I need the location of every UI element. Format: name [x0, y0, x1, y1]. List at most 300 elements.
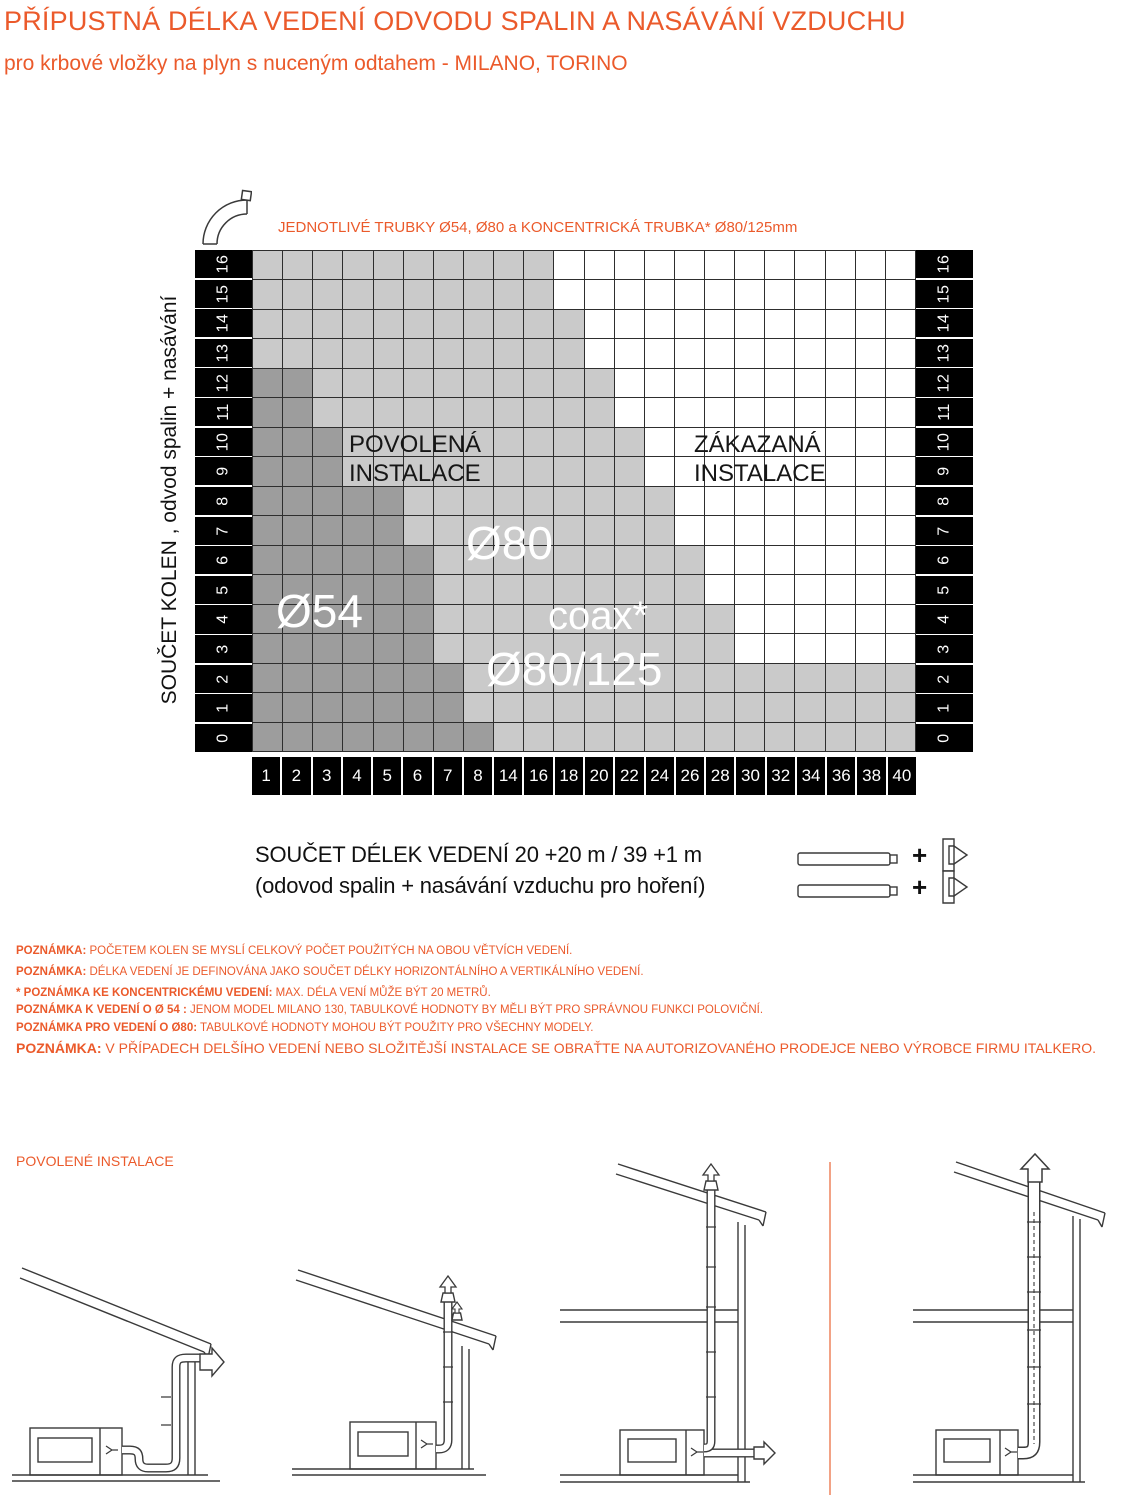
x-axis-label-18: 18: [555, 757, 583, 795]
grid-cell-x16-y1: [524, 693, 554, 722]
grid-cell-x30-y16: [735, 251, 765, 280]
grid-cell-x22-y16: [615, 251, 645, 280]
grid-cell-x18-y6: [554, 546, 584, 575]
grid-cell-x24-y9: [645, 457, 675, 486]
grid-cell-x18-y8: [554, 487, 584, 516]
grid-cell-x14-y13: [494, 339, 524, 368]
grid-cell-x4-y0: [343, 723, 373, 752]
grid-cell-x7-y7: [434, 516, 464, 545]
grid-cell-x14-y0: [494, 723, 524, 752]
grid-cell-x5-y5: [374, 575, 404, 604]
y-axis-label-10: 10: [916, 428, 973, 456]
grid-cell-x34-y5: [795, 575, 825, 604]
grid-cell-x1-y7: [253, 516, 283, 545]
grid-cell-x40-y9: [886, 457, 916, 486]
grid-cell-x20-y11: [585, 398, 615, 427]
grid-cell-x16-y12: [524, 369, 554, 398]
note-line-2: POZNÁMKA: DÉLKA VEDENÍ JE DEFINOVÁNA JAKO SOUČET DÉLKY HORIZONTÁLNÍHO A VERTIKÁLNÍHO VEDENÍ.: [16, 966, 644, 978]
grid-cell-x28-y8: [705, 487, 735, 516]
y-axis-label-13: 13: [916, 339, 973, 367]
grid-cell-x32-y2: [765, 664, 795, 693]
grid-cell-x8-y16: [464, 251, 494, 280]
grid-cell-x3-y1: [313, 693, 343, 722]
grid-cell-x7-y4: [434, 605, 464, 634]
grid-cell-x22-y12: [615, 369, 645, 398]
grid-cell-x26-y11: [675, 398, 705, 427]
grid-cell-x24-y13: [645, 339, 675, 368]
grid-cell-x40-y8: [886, 487, 916, 516]
grid-cell-x20-y7: [585, 516, 615, 545]
grid-cell-x36-y1: [826, 693, 856, 722]
grid-cell-x38-y13: [856, 339, 886, 368]
grid-cell-x5-y13: [374, 339, 404, 368]
grid-cell-x36-y16: [826, 251, 856, 280]
grid-cell-x28-y3: [705, 634, 735, 663]
grid-cell-x30-y0: [735, 723, 765, 752]
y-axis-label-9: 9: [195, 457, 252, 485]
y-axis-label-4: 4: [195, 605, 252, 633]
grid-cell-x2-y12: [283, 369, 313, 398]
grid-cell-x18-y11: [554, 398, 584, 427]
grid-cell-x38-y1: [856, 693, 886, 722]
grid-cell-x5-y6: [374, 546, 404, 575]
x-axis-label-28: 28: [706, 757, 734, 795]
grid-cell-x8-y0: [464, 723, 494, 752]
grid-cell-x24-y16: [645, 251, 675, 280]
grid-cell-x34-y6: [795, 546, 825, 575]
grid-cell-x2-y7: [283, 516, 313, 545]
x-axis-label-5: 5: [373, 757, 401, 795]
x-axis-label-4: 4: [343, 757, 371, 795]
x-axis-label-1: 1: [252, 757, 280, 795]
grid-cell-x6-y11: [404, 398, 434, 427]
grid-cell-x1-y11: [253, 398, 283, 427]
grid-cell-x30-y4: [735, 605, 765, 634]
grid-cell-x24-y1: [645, 693, 675, 722]
grid-cell-x5-y8: [374, 487, 404, 516]
grid-cell-x7-y5: [434, 575, 464, 604]
y-axis-label-16: 16: [916, 250, 973, 278]
grid-cell-x14-y12: [494, 369, 524, 398]
grid-cell-x8-y1: [464, 693, 494, 722]
grid-cell-x22-y7: [615, 516, 645, 545]
x-axis-label-7: 7: [434, 757, 462, 795]
grid-cell-x26-y12: [675, 369, 705, 398]
grid-cell-x6-y12: [404, 369, 434, 398]
grid-cell-x8-y11: [464, 398, 494, 427]
grid-cell-x8-y13: [464, 339, 494, 368]
grid-cell-x1-y0: [253, 723, 283, 752]
y-axis-label-2: 2: [195, 665, 252, 693]
grid-cell-x32-y3: [765, 634, 795, 663]
y-axis-label-1: 1: [195, 694, 252, 722]
grid-cell-x26-y6: [675, 546, 705, 575]
installation-diagram-roof-terminal: [288, 1262, 573, 1492]
grid-cell-x18-y16: [554, 251, 584, 280]
grid-cell-x1-y12: [253, 369, 283, 398]
grid-cell-x24-y14: [645, 310, 675, 339]
grid-cell-x24-y7: [645, 516, 675, 545]
grid-cell-x32-y16: [765, 251, 795, 280]
grid-cell-x38-y0: [856, 723, 886, 752]
grid-cell-x18-y10: [554, 428, 584, 457]
grid-cell-x3-y3: [313, 634, 343, 663]
grid-cell-x34-y11: [795, 398, 825, 427]
zone-label-forbidden: ZÁKAZANÁ INSTALACE: [694, 431, 826, 487]
grid-cell-x3-y13: [313, 339, 343, 368]
grid-cell-x20-y9: [585, 457, 615, 486]
grid-cell-x5-y3: [374, 634, 404, 663]
grid-cell-x4-y3: [343, 634, 373, 663]
grid-cell-x26-y8: [675, 487, 705, 516]
grid-cell-x38-y2: [856, 664, 886, 693]
grid-cell-x32-y6: [765, 546, 795, 575]
y-axis-label-14: 14: [916, 309, 973, 337]
grid-cell-x3-y7: [313, 516, 343, 545]
grid-cell-x2-y3: [283, 634, 313, 663]
grid-cell-x16-y15: [524, 280, 554, 309]
grid-cell-x26-y0: [675, 723, 705, 752]
grid-cell-x8-y12: [464, 369, 494, 398]
grid-cell-x26-y4: [675, 605, 705, 634]
grid-cell-x40-y14: [886, 310, 916, 339]
grid-cell-x7-y8: [434, 487, 464, 516]
y-axis-label-3: 3: [195, 635, 252, 663]
grid-cell-x16-y11: [524, 398, 554, 427]
grid-cell-x38-y5: [856, 575, 886, 604]
grid-cell-x38-y6: [856, 546, 886, 575]
x-axis-label-26: 26: [676, 757, 704, 795]
grid-cell-x5-y4: [374, 605, 404, 634]
y-axis-label-9: 9: [916, 457, 973, 485]
grid-cell-x7-y6: [434, 546, 464, 575]
x-axis-label-38: 38: [857, 757, 885, 795]
grid-cell-x38-y15: [856, 280, 886, 309]
grid-cell-x3-y10: [313, 428, 343, 457]
grid-cell-x5-y0: [374, 723, 404, 752]
grid-cell-x1-y8: [253, 487, 283, 516]
y-axis-label-8: 8: [916, 487, 973, 515]
grid-cell-x2-y16: [283, 251, 313, 280]
grid-cell-x38-y9: [856, 457, 886, 486]
x-axis-caption-line1: SOUČET DÉLEK VEDENÍ 20 +20 m / 39 +1 m: [255, 842, 702, 867]
elbow-fitting-arrow-icon: [940, 838, 970, 872]
y-axis-left: [195, 250, 252, 752]
grid-cell-x26-y13: [675, 339, 705, 368]
y-axis-label-4: 4: [916, 605, 973, 633]
grid-cell-x38-y11: [856, 398, 886, 427]
x-axis-label-6: 6: [403, 757, 431, 795]
y-axis-label-6: 6: [195, 546, 252, 574]
installation-diagram-two-storey-split: [558, 1152, 836, 1495]
grid-cell-x30-y2: [735, 664, 765, 693]
grid-cell-x1-y3: [253, 634, 283, 663]
straight-pipe-icon: [797, 882, 901, 900]
grid-cell-x20-y16: [585, 251, 615, 280]
grid-cell-x1-y10: [253, 428, 283, 457]
grid-cell-x26-y2: [675, 664, 705, 693]
grid-cell-x6-y14: [404, 310, 434, 339]
grid-cell-x20-y10: [585, 428, 615, 457]
page-subtitle: pro krbové vložky na plyn s nuceným odtahem - MILANO, TORINO: [4, 52, 628, 75]
y-axis-label-1: 1: [916, 694, 973, 722]
grid-cell-x3-y14: [313, 310, 343, 339]
grid-cell-x7-y0: [434, 723, 464, 752]
grid-cell-x14-y15: [494, 280, 524, 309]
grid-cell-x22-y9: [615, 457, 645, 486]
grid-cell-x22-y11: [615, 398, 645, 427]
grid-cell-x36-y6: [826, 546, 856, 575]
grid-cell-x3-y2: [313, 664, 343, 693]
grid-cell-x30-y8: [735, 487, 765, 516]
grid-cell-x22-y1: [615, 693, 645, 722]
grid-cell-x34-y16: [795, 251, 825, 280]
plus-sign-1: +: [912, 840, 928, 870]
grid-cell-x2-y11: [283, 398, 313, 427]
grid-cell-x36-y3: [826, 634, 856, 663]
grid-cell-x28-y1: [705, 693, 735, 722]
grid-cell-x2-y14: [283, 310, 313, 339]
grid-cell-x14-y1: [494, 693, 524, 722]
grid-cell-x16-y14: [524, 310, 554, 339]
grid-cell-x22-y13: [615, 339, 645, 368]
grid-cell-x32-y7: [765, 516, 795, 545]
y-axis-label-6: 6: [916, 546, 973, 574]
grid-cell-x32-y1: [765, 693, 795, 722]
grid-cell-x28-y2: [705, 664, 735, 693]
grid-cell-x40-y13: [886, 339, 916, 368]
grid-cell-x4-y14: [343, 310, 373, 339]
grid-cell-x32-y14: [765, 310, 795, 339]
grid-cell-x5-y14: [374, 310, 404, 339]
x-axis-label-22: 22: [615, 757, 643, 795]
grid-cell-x40-y4: [886, 605, 916, 634]
x-axis-caption-line2: (odovod spalin + nasávání vzduchu pro hoření): [255, 873, 706, 898]
grid-cell-x5-y16: [374, 251, 404, 280]
grid-cell-x34-y0: [795, 723, 825, 752]
grid-cell-x4-y13: [343, 339, 373, 368]
grid-cell-x14-y8: [494, 487, 524, 516]
grid-cell-x4-y7: [343, 516, 373, 545]
grid-cell-x18-y9: [554, 457, 584, 486]
grid-cell-x14-y11: [494, 398, 524, 427]
grid-cell-x3-y16: [313, 251, 343, 280]
grid-cell-x30-y13: [735, 339, 765, 368]
x-axis-label-40: 40: [888, 757, 916, 795]
y-axis-label-7: 7: [195, 517, 252, 545]
grid-cell-x2-y10: [283, 428, 313, 457]
grid-cell-x40-y16: [886, 251, 916, 280]
grid-cell-x36-y2: [826, 664, 856, 693]
grid-cell-x14-y14: [494, 310, 524, 339]
grid-cell-x24-y8: [645, 487, 675, 516]
grid-cell-x30-y5: [735, 575, 765, 604]
grid-cell-x5-y1: [374, 693, 404, 722]
y-axis-label-12: 12: [916, 368, 973, 396]
x-axis: [252, 757, 916, 795]
grid-cell-x20-y1: [585, 693, 615, 722]
zone-label-allowed: POVOLENÁ INSTALACE: [349, 431, 482, 487]
grid-cell-x30-y6: [735, 546, 765, 575]
y-axis-label-5: 5: [195, 576, 252, 604]
grid-cell-x36-y14: [826, 310, 856, 339]
installations-label: POVOLENÉ INSTALACE: [16, 1153, 174, 1169]
grid-cell-x36-y5: [826, 575, 856, 604]
grid-cell-x30-y11: [735, 398, 765, 427]
grid-cell-x40-y2: [886, 664, 916, 693]
note-line-1: POZNÁMKA: POČETEM KOLEN SE MYSLÍ CELKOVÝ POČET POUŽITÝCH NA OBOU VĚTVÍCH VEDENÍ.: [16, 945, 573, 957]
grid-cell-x36-y11: [826, 398, 856, 427]
grid-cell-x5-y2: [374, 664, 404, 693]
y-axis-label-2: 2: [916, 665, 973, 693]
grid-cell-x32-y11: [765, 398, 795, 427]
x-axis-label-36: 36: [827, 757, 855, 795]
grid-cell-x24-y6: [645, 546, 675, 575]
elbow-fitting-arrow-icon: [940, 870, 970, 904]
grid-cell-x38-y12: [856, 369, 886, 398]
grid-cell-x7-y11: [434, 398, 464, 427]
grid-cell-x30-y12: [735, 369, 765, 398]
y-axis-label-15: 15: [916, 280, 973, 308]
grid-cell-x32-y4: [765, 605, 795, 634]
grid-cell-x14-y5: [494, 575, 524, 604]
grid-cell-x16-y13: [524, 339, 554, 368]
grid-cell-x8-y4: [464, 605, 494, 634]
grid-cell-x16-y9: [524, 457, 554, 486]
grid-cell-x26-y15: [675, 280, 705, 309]
grid-cell-x22-y6: [615, 546, 645, 575]
grid-cell-x6-y8: [404, 487, 434, 516]
grid-cell-x32-y12: [765, 369, 795, 398]
grid-cell-x5-y7: [374, 516, 404, 545]
grid-cell-x34-y13: [795, 339, 825, 368]
grid-cell-x5-y15: [374, 280, 404, 309]
grid-cell-x6-y4: [404, 605, 434, 634]
straight-pipe-icon: [797, 850, 901, 868]
grid-cell-x22-y8: [615, 487, 645, 516]
grid-cell-x32-y0: [765, 723, 795, 752]
grid-cell-x14-y16: [494, 251, 524, 280]
grid-cell-x26-y16: [675, 251, 705, 280]
x-axis-label-30: 30: [736, 757, 764, 795]
grid-cell-x38-y10: [856, 428, 886, 457]
grid-cell-x26-y3: [675, 634, 705, 663]
y-axis-label-0: 0: [195, 724, 252, 752]
grid-cell-x24-y15: [645, 280, 675, 309]
note-line-5: POZNÁMKA PRO VEDENÍ O Ø80: TABULKOVÉ HODNOTY MOHOU BÝT POUŽITY PRO VŠECHNY MODELY.: [16, 1022, 594, 1034]
y-axis-label-0: 0: [916, 724, 973, 752]
grid-cell-x30-y7: [735, 516, 765, 545]
grid-cell-x40-y15: [886, 280, 916, 309]
y-axis-label-13: 13: [195, 339, 252, 367]
x-axis-label-32: 32: [767, 757, 795, 795]
grid-cell-x6-y3: [404, 634, 434, 663]
y-axis-label-5: 5: [916, 576, 973, 604]
grid-cell-x7-y14: [434, 310, 464, 339]
grid-cell-x18-y7: [554, 516, 584, 545]
grid-cell-x34-y4: [795, 605, 825, 634]
grid-cell-x6-y13: [404, 339, 434, 368]
grid-cell-x20-y6: [585, 546, 615, 575]
grid-cell-x28-y12: [705, 369, 735, 398]
grid-cell-x16-y8: [524, 487, 554, 516]
plus-sign-2: +: [912, 872, 928, 902]
grid-cell-x2-y9: [283, 457, 313, 486]
grid-cell-x6-y6: [404, 546, 434, 575]
grid-cell-x24-y10: [645, 428, 675, 457]
grid-cell-x28-y14: [705, 310, 735, 339]
grid-cell-x36-y15: [826, 280, 856, 309]
grid-cell-x26-y7: [675, 516, 705, 545]
grid-cell-x3-y12: [313, 369, 343, 398]
note-line-4: POZNÁMKA K VEDENÍ O Ø 54 : JENOM MODEL MILANO 130, TABULKOVÉ HODNOTY BY MĚLI BÝT PRO SPRÁVNOU FUNKCI POLOVIČNÍ.: [16, 1004, 764, 1016]
grid-cell-x28-y15: [705, 280, 735, 309]
x-axis-label-14: 14: [494, 757, 522, 795]
installation-diagram-wall-terminal: [8, 1262, 293, 1492]
zone-label-coax: coax*: [548, 594, 649, 638]
grid-cell-x1-y9: [253, 457, 283, 486]
grid-cell-x4-y8: [343, 487, 373, 516]
grid-cell-x34-y3: [795, 634, 825, 663]
grid-cell-x20-y12: [585, 369, 615, 398]
y-axis-label-12: 12: [195, 368, 252, 396]
grid-cell-x30-y1: [735, 693, 765, 722]
grid-cell-x4-y2: [343, 664, 373, 693]
grid-cell-x36-y10: [826, 428, 856, 457]
grid-cell-x40-y3: [886, 634, 916, 663]
grid-cell-x34-y14: [795, 310, 825, 339]
x-axis-label-24: 24: [646, 757, 674, 795]
grid-cell-x6-y7: [404, 516, 434, 545]
x-axis-label-2: 2: [282, 757, 310, 795]
grid-cell-x4-y16: [343, 251, 373, 280]
grid-cell-x2-y15: [283, 280, 313, 309]
grid-cell-x32-y13: [765, 339, 795, 368]
grid-cell-x24-y12: [645, 369, 675, 398]
x-axis-label-20: 20: [585, 757, 613, 795]
page-title: PŘÍPUSTNÁ DÉLKA VEDENÍ ODVODU SPALIN A NASÁVÁNÍ VZDUCHU: [4, 6, 906, 36]
grid-cell-x8-y8: [464, 487, 494, 516]
note-line-6: POZNÁMKA: V PŘÍPADECH DELŠÍHO VEDENÍ NEBO SLOŽITĚJŠÍ INSTALACE SE OBRAŤTE NA AUTORIZOVANÉHO PRODEJCE NEBO VÝROBCE FIRMU ITALKERO.: [16, 1040, 1097, 1056]
grid-cell-x6-y5: [404, 575, 434, 604]
grid-cell-x4-y15: [343, 280, 373, 309]
grid-cell-x34-y2: [795, 664, 825, 693]
grid-cell-x20-y8: [585, 487, 615, 516]
grid-cell-x1-y6: [253, 546, 283, 575]
grid-cell-x40-y12: [886, 369, 916, 398]
grid-cell-x24-y4: [645, 605, 675, 634]
grid-cell-x26-y1: [675, 693, 705, 722]
grid-cell-x6-y0: [404, 723, 434, 752]
grid-cell-x28-y0: [705, 723, 735, 752]
grid-cell-x38-y4: [856, 605, 886, 634]
grid-cell-x28-y4: [705, 605, 735, 634]
grid-cell-x40-y11: [886, 398, 916, 427]
grid-cell-x3-y0: [313, 723, 343, 752]
grid-cell-x20-y14: [585, 310, 615, 339]
grid-cell-x38-y16: [856, 251, 886, 280]
grid-cell-x6-y15: [404, 280, 434, 309]
grid-cell-x16-y16: [524, 251, 554, 280]
grid-cell-x4-y6: [343, 546, 373, 575]
grid-cell-x6-y1: [404, 693, 434, 722]
grid-cell-x8-y14: [464, 310, 494, 339]
grid-cell-x3-y6: [313, 546, 343, 575]
grid-cell-x40-y0: [886, 723, 916, 752]
grid-cell-x4-y12: [343, 369, 373, 398]
y-axis-label-14: 14: [195, 309, 252, 337]
zone-label-coax-size: Ø80/125: [486, 643, 663, 695]
